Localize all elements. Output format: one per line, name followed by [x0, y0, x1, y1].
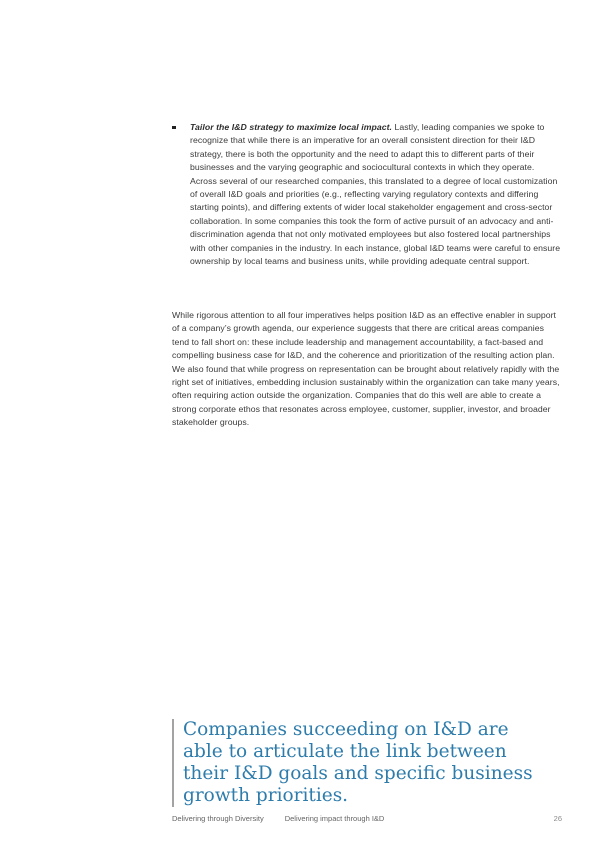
bullet-lead-text: Tailor the I&D strategy to maximize local impact. [190, 122, 392, 132]
pull-quote-line: able to articulate the link between [183, 741, 507, 762]
pull-quote-line: growth priorities. [183, 785, 349, 806]
bullet-body-text: Lastly, leading companies we spoke to recognize that while there is an imperative for an overall consistent direction for their I&D strategy, there is both the opportunity and the need to adapt this to different parts of their businesses and the varying geographic and sociocultural contexts in which they operate. Across several of our researched companies, this translated to a degree of local customization of overall I&D goals and priorities (e.g., reflecting varying regulatory contexts and differing starting points), and differing extents of wider local stakeholder engagement and cross-sector collaboration. In some companies this took the form of active pursuit of an advocacy and anti-discrimination agenda that not only motivated employees but also fostered local partnerships with other companies in the industry. In each instance, global I&D teams were careful to ensure ownership by local teams and business units, while providing adequate central support. [190, 122, 561, 267]
footer-report-title: Delivering through Diversity [172, 814, 264, 823]
bullet-list-item [172, 121, 562, 268]
bullet-marker-icon [172, 121, 190, 268]
pull-quote [172, 719, 565, 807]
pull-quote-line: Companies succeeding on I&D are [183, 719, 509, 740]
closing-paragraph: While rigorous attention to all four imperatives helps position I&D as an effective enabler in support of a company’s growth agenda, our experience suggests that there are critical areas companies tend to fall short on: these include leadership and management accountability, a fact-based and compelling business case for I&D, and the coherence and prioritization of the resulting action plan. We also found that while progress on representation can be brought about relatively rapidly with the right set of initiatives, embedding inclusion sustainably within the organization can take many years, often requiring action outside the organization. Companies that do this well are able to create a strong corporate ethos that resonates across employee, customer, supplier, investor, and broader stakeholder groups. [172, 310, 560, 428]
page-footer [172, 814, 562, 824]
pull-quote-line: their I&D goals and specific business [183, 763, 533, 784]
page-number: 26 [553, 814, 562, 823]
bullet-paragraph [190, 121, 562, 268]
footer-chapter-title: Delivering impact through I&D [284, 814, 385, 823]
